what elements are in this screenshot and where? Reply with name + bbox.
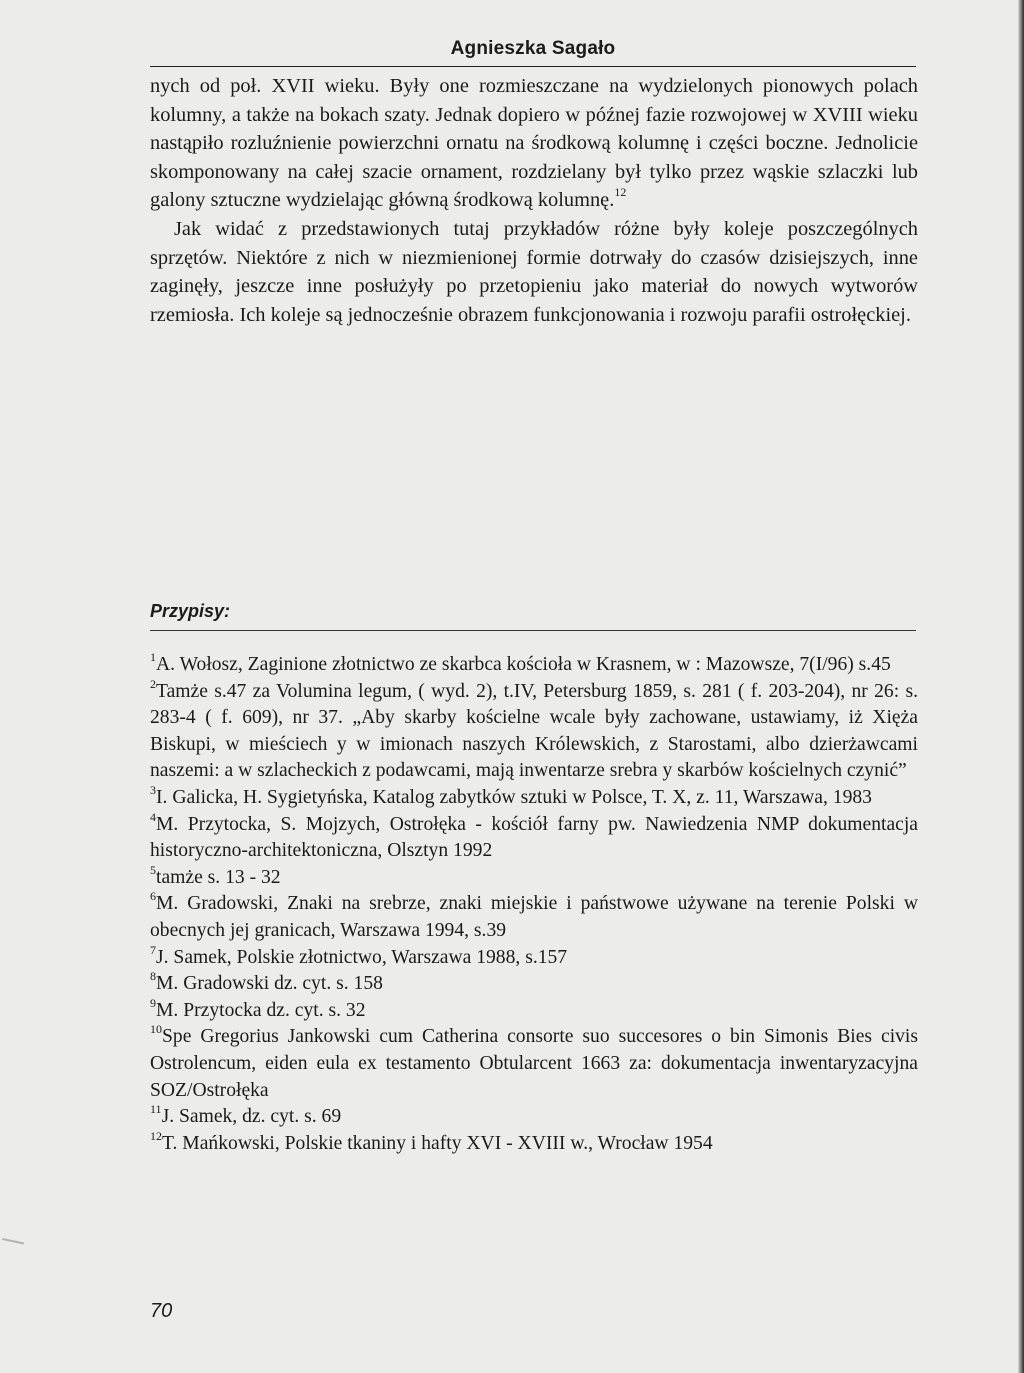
running-header-author: Agnieszka Sagało [450,38,616,59]
footnote-number: 5 [150,862,156,877]
paragraph-1 [150,72,918,215]
page-edge-shadow [1018,0,1024,1373]
footnote-number: 9 [150,995,156,1010]
paragraph-2: Jak widać z przedstawionych tutaj przykładów różne były koleje poszczególnych sprzętów. Niektóre z nich w niezmienionej formie dotrwały do czasów dzisiejszych, inne zaginęły, jeszcze inne posłużyły po przetopieniu jako materiał do nowych wytworów rzemiosła. Ich koleje są jednocześnie obrazem funkcjonowania i rozwoju parafii ostrołęckiej. [150,217,918,326]
footnote-number: 10 [150,1022,162,1037]
footnote-text: I. Galicka, H. Sygietyńska, Katalog zabytków sztuki w Polsce, T. X, z. 11, Warszawa, 1983 [156,786,872,808]
footnote-item [150,652,918,679]
footnote-text: T. Mańkowski, Polskie tkaniny i hafty XVI - XVIII w., Wrocław 1954 [162,1132,713,1154]
footnotes-list [150,652,918,1157]
footnote-text: Spe Gregorius Jankowski cum Catherina consorte suo succesores o bin Simonis Bies civis Ostrolencum, eiden eula ex testamento Obtularcent 1663 za: dokumentacja inwentaryzacyjna SOZ/Ostrołęka [150,1026,918,1101]
scan-mark [0,1238,24,1264]
footnote-number: 1 [150,650,156,664]
footnote-text: M. Gradowski, Znaki na srebrze, znaki miejskie i państwowe używane na terenie Polski w obecnych jej granicach, Warszawa 1994, s.39 [150,893,918,941]
footnote-item [150,942,918,972]
footnote-number: 2 [150,676,156,691]
footnote-item [150,891,918,944]
page-number: 70 [150,1300,173,1322]
footnote-item [150,809,918,865]
footnote-text: J. Samek, Polskie złotnictwo, Warszawa 1988, s.157 [156,946,568,968]
footnote-item [150,995,918,1025]
footnote-text: tamże s. 13 - 32 [156,866,281,888]
footnote-ref-12: 12 [614,185,627,200]
footnote-number: 12 [150,1128,162,1143]
footnote-item [150,782,918,812]
paragraph-1-text: nych od poł. XVII wieku. Były one rozmieszczane na wydzielonych pionowych polach kolumny, a także na bokach szaty. Jednak dopiero w późnej fazie rozwojowej w XVIII wieku nastąpiło rozluźnienie powierzchni ornatu na środkową kolumnę i części boczne. Jednolicie skomponowany na całej szacie ornament, rozdzielany był tylko przez wąskie szlaczki lub galony sztuczne wydzielając główną środkową kolumnę. [150,75,918,212]
footnote-text: J. Samek, dz. cyt. s. 69 [161,1106,342,1128]
footnote-item [150,1128,918,1158]
footnote-text: A. Wołosz, Zaginione złotnictwo ze skarbca kościoła w Krasnem, w : Mazowsze, 7(I/96) s.45 [156,654,891,675]
footnote-item [150,1024,918,1104]
footnote-number: 4 [150,809,156,824]
footnote-number: 7 [150,942,156,957]
footnotes-heading: Przypisy: [150,601,231,621]
footnote-number: 11 [150,1102,162,1117]
footnote-number: 8 [150,969,156,984]
footnote-text: M. Przytocka dz. cyt. s. 32 [156,999,366,1021]
footnote-text: Tamże s.47 za Volumina legum, ( wyd. 2), t.IV, Petersburg 1859, s. 281 ( f. 203-204), nr 26: s. 283-4 ( f. 609), nr 37. „Aby skarby kościelne wcale były zachowane, ustawiamy, iż Xięża Biskupi, w mieściech y w imionach naszych Królewskich, z Starostami, albo dzierżawcami naszemi: a w szlacheckich z podawcami, mają inwentarze srebra y skarbów kościelnych czynić” [150,680,918,782]
footnote-text: M. Gradowski dz. cyt. s. 158 [156,973,383,995]
footnote-item [150,1104,918,1131]
footnote-number: 3 [150,782,156,797]
footnote-item [150,862,918,892]
footnote-text: M. Przytocka, S. Mojzych, Ostrołęka - kościół farny pw. Nawiedzenia NMP dokumentacja historyczno-architektoniczna, Olsztyn 1992 [150,813,918,862]
footnote-number: 6 [150,889,156,904]
main-text [150,72,918,329]
header-rule [150,66,916,67]
footnotes-rule [150,630,916,631]
footnote-item [150,971,918,998]
footnote-item [150,676,918,785]
